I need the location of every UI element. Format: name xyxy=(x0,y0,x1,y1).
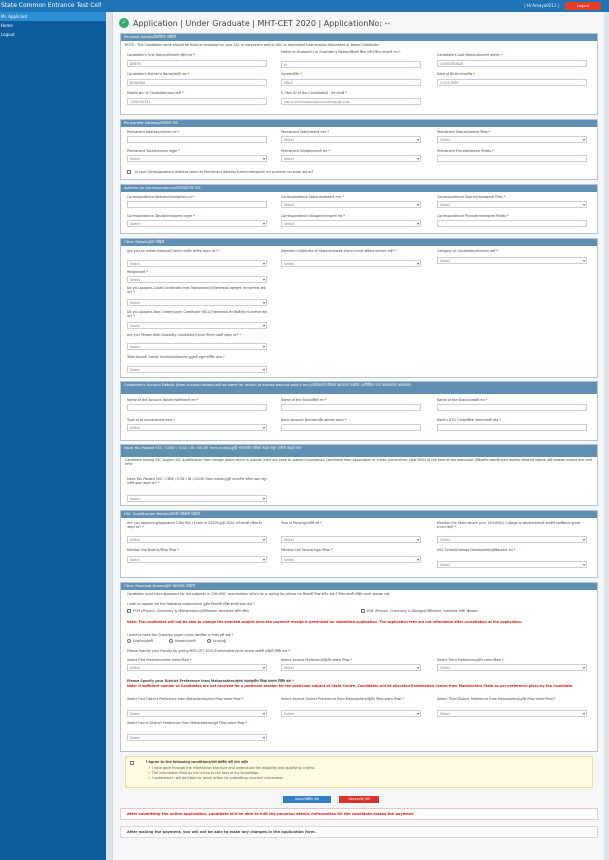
corr-address-input[interactable] xyxy=(127,201,267,208)
hsc-taluka-label: Mention the Taluka/तालुका निवडा * xyxy=(281,548,333,552)
d4-label: Select Fourth District Preference from Maharashtra/चतुर्थ जिल्हा प्राधान्य निवडा * xyxy=(127,721,248,725)
perm-district-select[interactable]: Select ▾ xyxy=(437,136,587,143)
perm-district-label: Permanent District/कायमचा जिल्हा * xyxy=(437,130,491,134)
appear-label: Are you Appearing/Appeared 12th(HSC) Exam in 2020?/तुम्ही 2020 मध्ये बारावी परीक्षा देत आहात का? * xyxy=(127,521,263,529)
first-name-label: Candidate's First Name/उमेदवाराचे पहिले नाव * xyxy=(127,53,195,57)
permanent-address-section xyxy=(120,119,598,180)
perm-village-select[interactable]: Select ▾ xyxy=(281,155,421,162)
passed-select[interactable]: Select ▾ xyxy=(127,495,267,502)
religion-select[interactable]: Select ▾ xyxy=(127,276,267,283)
same-address-label: Is your Correspondence Address same as Permanent Address?/आपला पत्रव्यवहाराचा पत्ता हा कायमचा पत्ता सारखा आहे का? xyxy=(135,170,314,174)
pref3-select[interactable]: Select ▾ xyxy=(437,664,587,671)
hsc-qualification-section xyxy=(120,510,598,578)
marathi-radio[interactable] xyxy=(169,639,173,643)
bank-name-input[interactable] xyxy=(281,404,421,411)
wish-label: I wish to appear for the following subjects/मला पुढील विषयांची परीक्षा द्यायची इच्छा आहे * xyxy=(127,602,255,606)
indian-label: Are you an Indian National?/आपण भारतीय नागरिक आहात का? * xyxy=(127,249,220,253)
page-title xyxy=(119,18,390,28)
agreement-box xyxy=(125,756,593,788)
corr-pin-input[interactable] xyxy=(437,220,587,227)
last-name-input[interactable]: SAMUDRAWAR xyxy=(437,60,587,67)
corr-address-label: Correspondence Address/पत्रव्यवहाराचा पत्ता * xyxy=(127,195,195,199)
branch-input[interactable] xyxy=(437,404,587,411)
hsc-district-select[interactable]: Select ▾ xyxy=(127,556,267,563)
email-input[interactable]: AMEYA.SAMUDRAWAR@MAHACETONLINE.COM xyxy=(281,98,421,105)
section-header: Other Required Details/इतर आवश्यक माहिती xyxy=(121,583,597,590)
account-no-label: Bank Account Number/बँक खात्याचा क्रमांक * xyxy=(281,418,347,422)
logout-button[interactable]: Logout xyxy=(565,2,601,10)
section-header: Other Details/इतर माहिती xyxy=(121,239,597,246)
dob-input[interactable]: 21/03/1999 xyxy=(437,79,587,86)
section-header: Personal Details/वैयक्तिक माहिती xyxy=(121,34,597,41)
correspondence-address-section xyxy=(120,184,598,234)
sidebar xyxy=(0,12,106,860)
hsc-state-select[interactable]: Select ▾ xyxy=(437,536,587,543)
pcb-checkbox[interactable] xyxy=(361,609,365,613)
gender-select[interactable]: MALE xyxy=(281,79,421,86)
email-label: E- Mail ID of the Candidate/ई - मेल आयडी * xyxy=(281,91,348,95)
other-details-section xyxy=(120,238,598,378)
perm-state-select[interactable]: Select ▾ xyxy=(281,136,421,143)
last-name-label: Candidate's Last Name/उमेदवाराचे आडनाव * xyxy=(437,53,503,57)
pwd-select[interactable]: Select ▾ xyxy=(127,343,267,350)
site-title: State Common Entrance Test Cell xyxy=(1,2,102,9)
corr-pin-label: Correspondence Pincode/पत्रव्यवहाराचा पिनकोड * xyxy=(437,214,509,218)
mobile-input[interactable]: 7498155321 xyxy=(127,98,267,105)
d1-select[interactable]: Select ▾ xyxy=(127,710,267,717)
agree-line-3: ✓ I understand I will be liable for penal action for submitting incorrect information. xyxy=(148,776,285,780)
corr-taluka-select[interactable]: Select ▾ xyxy=(127,220,267,227)
urdu-radio[interactable] xyxy=(207,639,211,643)
corr-village-select[interactable]: Select ▾ xyxy=(281,220,421,227)
bank-details-section xyxy=(120,381,598,441)
caste-label: Do you possess Caste Certificate from Maharashtra?/आपल्याकडे महाराष्ट्राचे जात प्रमाणपत्र आहे का? * xyxy=(127,286,266,294)
section-header: Have You Passed SSC / CBSE / ICSE / IB / IGCSE from Indian/तुम्ही भारतातील परीक्षा मंडळ मधून उत्तीर्ण आहात का? xyxy=(121,445,597,457)
father-name-label: Father or Husband's or Guardian's Name/वडिलांचे किंवा पतीचे किंवा पालकाचे नाव * xyxy=(281,50,401,54)
pcm-checkbox[interactable] xyxy=(127,609,131,613)
sidebar-item-home[interactable]: Home xyxy=(1,23,13,28)
mother-name-label: Candidate's Mother's Name/आईचे नाव * xyxy=(127,72,190,76)
top-bar xyxy=(0,0,609,12)
english-radio[interactable] xyxy=(127,639,131,643)
perm-address-input[interactable] xyxy=(127,136,267,143)
perm-state-label: Permanent State/कायमचे राज्य * xyxy=(281,130,329,134)
equivalence-note: Candidate having SSC and/or HSC qualification from foreign board which is outside India will have to submit Equivalence Certificate from Association of Indian Universities, New Delhi at the time of the admission./विदेशातील मंडळाची पात्रता असलेल्या उमेदवारांना प्रवेशाच्या वेळी समकक्षता प्रमाणपत्र सादर करावे लागेल. xyxy=(125,458,592,466)
english-label: English/इंग्रजी xyxy=(133,639,153,643)
corr-taluka-label: Correspondence Taluka/पत्रव्यवहाराचा तालुका * xyxy=(127,214,195,218)
user-greeting: | Hi Amaya9211 | xyxy=(524,3,559,8)
perm-village-label: Permanent Village/कायमचे गाव * xyxy=(281,149,330,153)
college-select[interactable]: Select ▾ xyxy=(437,561,587,568)
personal-details-section xyxy=(120,33,598,115)
hsc-state-label: Mention the State where your 12th(HSC) College is situated/आपले बारावीचे महाविद्यालय कुठल्या राज्यात आहे? * xyxy=(437,521,581,529)
main-content xyxy=(112,12,604,860)
category-select[interactable]: Select ▾ xyxy=(437,257,587,264)
ncl-select[interactable]: Select ▾ xyxy=(127,322,267,329)
language-label: I want to have the Question paper in/मला प्रश्नपत्रिका या भाषेत हवी आहे * xyxy=(127,633,234,637)
appear-select[interactable]: Select ▾ xyxy=(127,536,267,543)
pref1-label: Select First Preference/प्रथम प्राधान्य निवडा * xyxy=(127,658,192,662)
hsc-district-label: Mention the District/जिल्हा निवडा * xyxy=(127,548,179,552)
page-title-text: Application | Under Graduate | MHT-CET 2020 | ApplicationNo: -- xyxy=(133,18,391,28)
subject-warning: Note: The candidates will not be able to change the selected subject once the payment receipt is generated for submitted application. The application fees are not refundable after cancellation of the application. xyxy=(127,620,523,624)
year-select[interactable]: Select ▾ xyxy=(281,536,421,543)
d4-select[interactable]: Select ▾ xyxy=(127,734,267,741)
pref2-label: Select Second Preference/द्वितीय प्राधान्य निवडा * xyxy=(281,658,353,662)
pref3-label: Select Third Preference/तृतीय प्राधान्य निवडा * xyxy=(437,658,504,662)
d3-select[interactable]: Select ▾ xyxy=(437,710,587,717)
first-name-input[interactable]: AMEYA xyxy=(127,60,267,67)
father-name-input[interactable]: M xyxy=(281,61,421,68)
urdu-label: Urdu/उर्दू xyxy=(213,639,226,643)
corr-district-label: Correspondence District/पत्रव्यवहाराचा जिल्हा * xyxy=(437,195,506,199)
dob-label: Date of Birth/जन्मतारीख * xyxy=(437,72,475,76)
agree-line-1: ✓ I have gone through the information brochure and understood the eligibility and qualifying criteria. xyxy=(148,766,316,770)
d2-label: Select Second District Preference from Maharashtra/द्वितीय जिल्हा प्राधान्य निवडा * xyxy=(281,697,404,701)
income-select[interactable]: Select ▾ xyxy=(127,366,267,373)
passed-label: Have You Passed SSC / CBSE / ICSE / IB / IGCSE from Indian/तुम्ही भारतातील परीक्षा मंडळ मधून उत्तीर्ण झाला आहात का? * xyxy=(127,477,267,485)
perm-address-label: Permanent Address/कायमचा पत्ता * xyxy=(127,130,180,134)
holder-label: Name of the Account Holder/खातेधारकाचे नाव * xyxy=(127,398,199,402)
account-no-input[interactable] xyxy=(281,424,421,431)
pref1-select[interactable]: Select ▾ xyxy=(127,664,267,671)
caste-select[interactable]: Select ▾ xyxy=(127,299,267,306)
agree-checkbox[interactable] xyxy=(130,761,134,765)
check-circle-icon: ✓ xyxy=(119,18,129,28)
d3-label: Select Third District Preference from Maharashtra/तृतीय जिल्हा प्राधान्य निवडा * xyxy=(437,697,556,701)
holder-input[interactable] xyxy=(127,404,267,411)
agree-title: I Agree to the following conditions/मला खालील अटी मान्य आहेत xyxy=(146,760,248,764)
pcb-label: PCB (Physics, Chemistry & Biology)/भौतिकशास्त्र, रसायनशास्त्र आणि जीवशास्त्र xyxy=(367,609,478,613)
gender-label: Gender/लिंग * xyxy=(281,72,302,76)
ifsc-label: Bank's IFSC Code/बँकेचा आयएफएससी कोड * xyxy=(437,418,501,422)
name-note: NOTE : The Candidate name should be filled as available on your SSC or equivalent and or HSC or equivalent Examination Marksheet or Board Certificate. xyxy=(125,43,380,47)
corr-state-label: Correspondence State/पत्रव्यवहाराचे राज्य * xyxy=(281,195,345,199)
sidebar-item-applicant[interactable]: Mr. Applicant xyxy=(0,12,106,21)
perm-taluka-select[interactable]: Select ▾ xyxy=(127,155,267,162)
d2-select[interactable]: Select ▾ xyxy=(281,710,421,717)
perm-pin-input[interactable] xyxy=(437,155,587,162)
corr-state-select[interactable]: Select ▾ xyxy=(281,201,421,208)
bank-name-label: Name of the Bank/बँकेचे नाव * xyxy=(281,398,327,402)
corr-village-label: Correspondence Village/पत्रव्यवहाराचे गाव * xyxy=(281,214,345,218)
perm-pin-label: Permanent Pincode/कायमचा पिनकोड * xyxy=(437,149,494,153)
account-type-select[interactable]: Select ▾ xyxy=(127,424,267,431)
marathi-label: Marathi/मराठी xyxy=(175,639,196,643)
hsc-taluka-select[interactable]: Select ▾ xyxy=(281,556,421,563)
d1-label: Select First District Preference from Maharashtra/प्रथम जिल्हा प्राधान्य निवडा * xyxy=(127,697,244,701)
section-header: Candidate's Account Details (from account details will be same for refund of excess amount paid if any)/उमेदवाराचे बँकेच्या खात्याचा तपशील (अतिरिक्त परत करावयाच्या असल्यास) xyxy=(121,382,597,394)
passed-board-section xyxy=(120,444,598,506)
district-note: Note: If sufficient number of Candidates are not received for a particular session for the particular subject at State Centre, Candidates will be allocated Examination Centre from Maharashtra State as per preference given by the Candidate. xyxy=(127,684,574,688)
agree-line-2: ✓ The information filled by me is true to the best of my knowledge. xyxy=(148,771,260,775)
year-label: Year of Passing/उत्तीर्ण वर्ष * xyxy=(281,521,322,525)
religion-label: Religion/धर्म * xyxy=(127,270,148,274)
faculty-label: Please Specify your Faculty for giving MHT-CET 2020 Examination/कृपया आपल्या शाखेची माहिती निर्दिष्ट करा * xyxy=(127,649,290,653)
section-header: Permanent Address/कायमचा पत्ता xyxy=(121,120,597,127)
income-label: Total Annual Family Income/उमेदवाराच्या कुटुंबाचे एकूण वार्षिक उत्पन्न * xyxy=(127,355,225,359)
account-type-label: Type of Account/खात्याचा प्रकार * xyxy=(127,418,175,422)
college-label: HSC School/College Name/शाळेचे/महाविद्यालयाचे नाव * xyxy=(437,548,516,552)
subject-note: Candidate must have appeared for the subjects in 12th/HSC examination which he is opting for./उमेदवार ज्या विषयांची निवड करीत आहे ते विषय बारावी परीक्षेत असणे आवश्यक आहे. xyxy=(127,592,391,596)
other-required-section xyxy=(120,582,598,752)
same-address-checkbox[interactable] xyxy=(127,170,131,174)
sidebar-item-logout[interactable]: Logout xyxy=(1,32,15,37)
footer-note-2: After making the payment, you will not be able to make any changes in the application form. xyxy=(120,826,598,838)
indian-select[interactable]: Select ▾ xyxy=(127,260,267,267)
pwd-label: Are you Person With Disability Candidate?/आपण दिव्यांग व्यक्ती आहात का? * xyxy=(127,333,241,337)
category-label: Category of Candidate/उमेदवाराचा प्रवर्ग * xyxy=(437,249,498,253)
domicile-select[interactable]: Select ▾ xyxy=(281,260,421,267)
section-header: HSC Qualification Details/बारावी परीक्षेची माहिती xyxy=(121,511,597,518)
branch-label: Name of the Branch/शाखेचे नाव * xyxy=(437,398,488,402)
cancel-button[interactable]: Cancel/रद्द करा xyxy=(339,796,379,803)
perm-taluka-label: Permanent Taluka/कायमचा तालुका * xyxy=(127,149,180,153)
mobile-label: Mobile No. of Candidate/भ्रमण ध्वनी * xyxy=(127,91,184,95)
corr-district-select[interactable]: Select ▾ xyxy=(437,201,587,208)
pcm-label: PCM (Physics, Chemistry & Mathematics)/भौतिकशास्त्र, रसायनशास्त्र आणि गणित xyxy=(133,609,249,613)
domicile-label: Domicile Certificate of State/आपल्याकडे कोणत्या राज्याचे अधिवास प्रमाणपत्र आहे? * xyxy=(281,249,397,253)
mother-name-input[interactable]: BHAVANA xyxy=(127,79,267,86)
ncl-label: Do you possess Non Creamylayer Certificate (NCL)?/आपल्याकडे नॉन क्रिमीलेयर चे प्रमाणपत्र आहे का? * xyxy=(127,310,267,318)
pref2-select[interactable]: Select ▾ xyxy=(281,664,421,671)
district-pref-label: Please Specify your District Preference from Maharashtra/कृपया महाराष्ट्रातील जिल्हा प्राधान्य निर्दिष्ट करा * xyxy=(127,679,294,683)
section-header: Address for Correspondence/पत्रव्यवहाराचा पत्ता xyxy=(121,185,597,192)
save-button[interactable]: Save/सबमिट करा xyxy=(283,796,331,803)
footer-note-1: After submitting the online application, candidate will be able to edit the personal details /information till the candidate makes the payment. xyxy=(120,808,598,820)
ifsc-input[interactable] xyxy=(437,424,587,431)
